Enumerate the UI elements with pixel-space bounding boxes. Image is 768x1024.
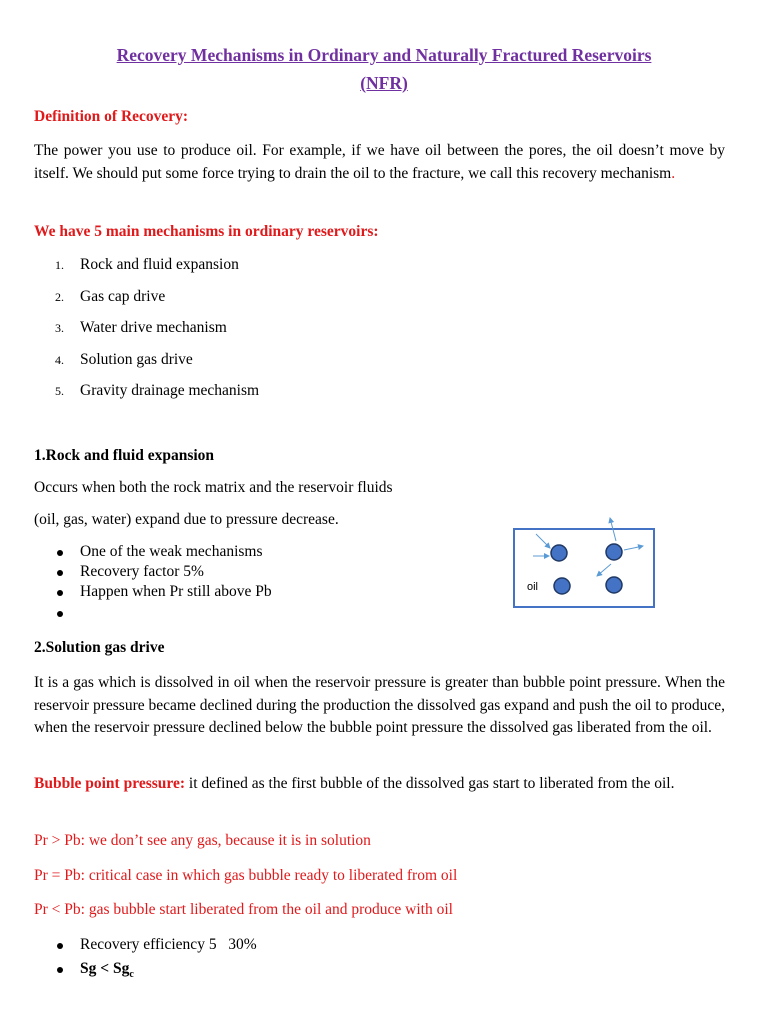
section2-heading: 2.Solution gas drive bbox=[34, 639, 165, 656]
bubble-point-paragraph bbox=[34, 773, 725, 796]
bullet-dot bbox=[57, 611, 63, 617]
bullet-text: One of the weak mechanisms bbox=[80, 543, 263, 560]
definition-text: The power you use to produce oil. For example, if we have oil between the pores, the oil doesn’t move by itself. We should put some force trying to drain the oil to the fracture, we call this recovery mechanism bbox=[34, 142, 725, 182]
mechanism-item bbox=[34, 319, 494, 339]
mechanism-number: 2. bbox=[55, 290, 64, 304]
section2-bullet bbox=[34, 960, 494, 980]
mechanism-number: 3. bbox=[55, 321, 64, 335]
section1-heading: 1.Rock and fluid expansion bbox=[34, 447, 215, 464]
critical-subscript: c bbox=[129, 969, 134, 981]
bullet-text: Recovery efficiency 5 30% bbox=[80, 936, 257, 953]
mechanism-label: Gravity drainage mechanism bbox=[80, 382, 260, 399]
section1-bullet bbox=[34, 543, 494, 563]
section1-line-2: (oil, gas, water) expand due to pressure decrease. bbox=[34, 511, 339, 528]
pressure-case-equal: Pr = Pb: critical case in which gas bubble ready to liberated from oil bbox=[34, 867, 458, 884]
section2-paragraph: It is a gas which is dissolved in oil when the reservoir pressure is greater than bubble point pressure. When the reservoir pressure became declined during the production the dissolved gas expand and push the oil to produce, when the reservoir pressure declined below the bubble point pressure the dissolved gas liberated from the oil. bbox=[34, 674, 725, 736]
rock-grain bbox=[606, 544, 622, 560]
saturation-inequality: Sg < Sg bbox=[80, 960, 130, 977]
mechanism-number: 1. bbox=[55, 258, 64, 272]
bullet-dot bbox=[57, 590, 63, 596]
bubble-point-label: Bubble point pressure: bbox=[34, 775, 186, 792]
bubble-point-text: it defined as the first bubble of the dissolved gas start to liberated from the oil. bbox=[185, 775, 675, 792]
definition-period: . bbox=[671, 164, 676, 182]
section1-line-1: Occurs when both the rock matrix and the reservoir fluids bbox=[34, 479, 393, 496]
document-title-line-2: (NFR) bbox=[360, 73, 408, 93]
bullet-dot bbox=[57, 550, 63, 556]
section1-bullet bbox=[34, 583, 494, 603]
mechanism-number: 5. bbox=[55, 384, 64, 398]
diagram-oil-label: oil bbox=[527, 581, 539, 593]
pressure-case-below: Pr < Pb: gas bubble start liberated from the oil and produce with oil bbox=[34, 901, 453, 918]
section2-bullet bbox=[34, 936, 494, 956]
bullet-dot bbox=[57, 967, 63, 973]
definition-heading: Definition of Recovery: bbox=[34, 108, 189, 125]
bullet-text bbox=[80, 960, 134, 980]
mechanism-item bbox=[34, 351, 494, 371]
bullet-dot bbox=[57, 570, 63, 576]
mechanism-label: Solution gas drive bbox=[80, 351, 193, 368]
bullet-text: Happen when Pr still above Pb bbox=[80, 583, 272, 600]
section1-bullet bbox=[34, 563, 494, 583]
bullet-dot bbox=[57, 943, 63, 949]
mechanism-number: 4. bbox=[55, 353, 64, 367]
mechanism-item bbox=[34, 288, 494, 308]
bullet-text: Recovery factor 5% bbox=[80, 563, 204, 580]
document-title-line-1: Recovery Mechanisms in Ordinary and Naturally Fractured Reservoirs bbox=[116, 45, 652, 65]
mechanism-item bbox=[34, 256, 494, 276]
mechanism-label: Rock and fluid expansion bbox=[80, 256, 239, 273]
mechanism-label: Water drive mechanism bbox=[80, 319, 227, 336]
mechanism-item bbox=[34, 382, 494, 402]
rock-grain bbox=[606, 577, 622, 593]
definition-paragraph bbox=[34, 140, 725, 185]
rock-grain bbox=[554, 578, 570, 594]
mechanisms-heading: We have 5 main mechanisms in ordinary reservoirs: bbox=[34, 223, 379, 240]
rock-grain bbox=[551, 545, 567, 561]
pressure-case-above: Pr > Pb: we don’t see any gas, because it is in solution bbox=[34, 832, 371, 849]
mechanism-label: Gas cap drive bbox=[80, 288, 166, 305]
section1-bullet bbox=[34, 604, 494, 624]
rock-fluid-expansion-diagram bbox=[508, 512, 660, 612]
diagram-frame bbox=[514, 529, 654, 607]
